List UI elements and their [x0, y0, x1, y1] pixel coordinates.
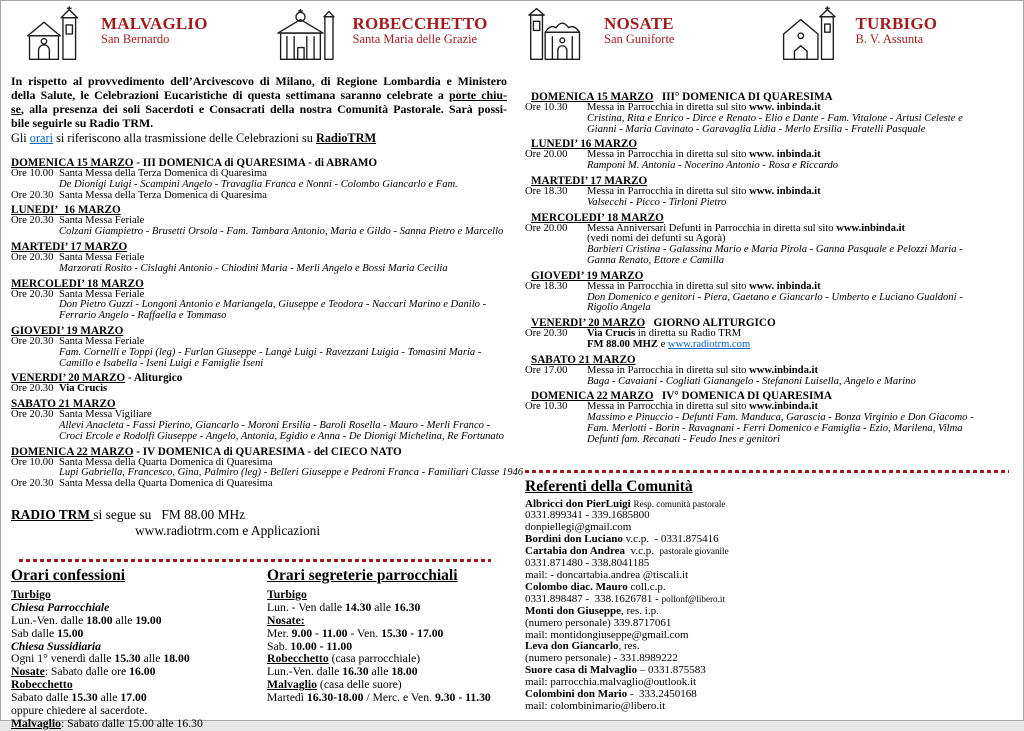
text-segment: Malvaglio [11, 717, 61, 730]
text-segment: Mer. [267, 626, 292, 640]
text-segment: Santa Messa Vigiliare [59, 409, 152, 421]
text-segment: Santa Messa Feriale [59, 215, 145, 227]
content-columns [1, 70, 1023, 731]
mass-row [11, 410, 507, 442]
mass-time: Ore 20.30 [11, 251, 54, 263]
text-segment: pastorale giovanile [659, 546, 729, 557]
intro-paragraph [11, 74, 507, 130]
text-segment: Leva don Giancarlo [525, 640, 619, 653]
intro-line [11, 102, 507, 116]
parish-malvaglio [11, 6, 263, 70]
schedule-entry [11, 372, 507, 395]
text-segment: : Sabato dalle ore [44, 665, 130, 679]
bottom-sections [11, 565, 507, 731]
right-mass-schedule [525, 91, 1013, 446]
parish-robecchetto [263, 6, 515, 70]
text-segment: e [657, 338, 668, 350]
text-segment: GIOVEDI’ 19 MARZO [11, 324, 124, 337]
mass-lines [587, 402, 1013, 445]
text-segment: mail: parrocchia.malvaglio@outlook.it [525, 676, 697, 689]
radio-line [11, 507, 507, 523]
text-segment: Santa Messa della Terza Domenica di Quaresima [59, 168, 267, 179]
text-segment: LUNEDI’ 16 MARZO [531, 138, 638, 151]
schedule-entry [525, 317, 1013, 351]
left-column [1, 70, 524, 731]
mass-lines [587, 103, 1013, 135]
text-segment: porte chiu- [449, 88, 507, 102]
text-segment: 15.30 - 17.00 [381, 626, 444, 640]
mass-row [11, 169, 507, 191]
text-segment: , res. i.p. [620, 604, 659, 617]
contacts-title: Referenti della Comunità [525, 477, 693, 495]
intro-line [11, 88, 507, 102]
text-segment: Allevi Anacleta - Fassi Pierino, Giancarlo - Moroni Ersilia - Baroli Rosella - Mauro - Merli Franco - [59, 419, 491, 431]
text-segment: MARTEDI’ 17 MARZO [11, 240, 128, 253]
dotted-separator [19, 559, 491, 562]
text-segment: mail: colombinimario@libero.it [525, 699, 666, 712]
text-segment: Nosate [11, 665, 45, 679]
text-segment: oppure chiedere al sacerdote. [11, 704, 148, 718]
text-segment: Messa in Parrocchia in diretta sul sito [587, 364, 750, 376]
text-segment: 16.00 [129, 665, 156, 679]
radio-line [11, 523, 507, 539]
text-segment: Ferrario Angelo - Raffaella e Tommaso [59, 310, 227, 322]
text-segment: www. inbinda.it [749, 149, 821, 161]
mass-lines [587, 150, 1013, 172]
text-segment: Ramponi M. Antonia - Nocerino Antonio - Rosa e Riccardo [587, 160, 839, 172]
text-segment: Baga - Cavaiani - Cogliati Gianangelo - Stefanoni Luisella, Angelo e Marino [587, 375, 916, 387]
mass-time: Ore 18.30 [525, 185, 568, 197]
text-segment: (numero personale) - 331.8989222 [525, 652, 678, 665]
text-segment: 15.00 [57, 626, 84, 640]
schedule-entry [11, 241, 507, 275]
text-segment: Santa Messa della Quarta Domenica di Quaresima [59, 456, 273, 468]
text-segment: 9.00 - 11.00 [291, 626, 348, 640]
text-segment: della Salute, le Celebrazioni Eucaristiche di questa settimana saranno celebrate a [11, 88, 449, 102]
dotted-separator [525, 470, 1009, 473]
mass-lines [587, 329, 1013, 351]
mass-line [587, 256, 1013, 267]
mass-lines [59, 384, 507, 395]
text-segment: 15.30 [114, 652, 141, 666]
text-segment: Massimo e Pinuccio - Defunti Fam. Manduca, Garascia - Bonza Virginio e Don Giacomo - [587, 412, 974, 424]
parish-title [353, 6, 488, 47]
text-segment: Rigolio Angela [587, 302, 651, 314]
mass-time: Ore 20.30 [11, 215, 54, 227]
text-segment: (vedi nomi dei defunti su Agorà) [587, 233, 726, 245]
schedule-entry [11, 204, 507, 238]
text-segment: VENERDI’ 20 MARZO [11, 372, 126, 385]
mass-line [59, 479, 507, 490]
text-segment: DOMENICA 15 MARZO [11, 157, 134, 169]
mass-line [587, 198, 1013, 209]
text-segment: Messa in Parrocchia in diretta sul sito [587, 102, 750, 113]
parish-name: NOSATE [604, 14, 674, 33]
mass-row [11, 290, 507, 322]
mass-lines [587, 282, 1013, 314]
text-segment: - III DOMENICA di QUARESIMA - di ABRAMO [133, 157, 378, 169]
mass-row [525, 329, 1013, 351]
contacts-lines [525, 499, 1013, 713]
text-segment: DOMENICA 15 MARZO [531, 91, 654, 103]
text-segment: pollonf@libero.it [661, 593, 725, 604]
parish-nosate [514, 6, 766, 70]
confessions-section [11, 565, 267, 731]
parish-title [604, 6, 674, 47]
parish-turbigo [766, 6, 1018, 70]
text-segment: Santa Messa Feriale [59, 251, 145, 263]
mass-line [587, 161, 1013, 172]
text-segment: - Ven. [347, 626, 382, 640]
mass-row [525, 224, 1013, 267]
mass-row [525, 366, 1013, 388]
text-segment: Gli [11, 131, 30, 145]
text-segment: Sab. [267, 639, 291, 653]
text-segment: Turbigo [267, 587, 307, 601]
text-segment: , res. [618, 640, 640, 653]
confessions-lines [11, 589, 267, 731]
text-segment: Ogni 1° venerdì dalle [11, 652, 115, 666]
text-segment: MERCOLEDI’ 18 MARZO [531, 211, 664, 224]
text-segment: Robecchetto [267, 652, 329, 666]
text-segment: 14.30 [345, 600, 372, 614]
text-segment: Fam. Cornelli e Toppi (leg) - Furlan Giuseppe - Langè Luigi - Ravezzani Luigia - Tomasini Maria - [59, 346, 482, 358]
text-segment: 18.00 [163, 652, 190, 666]
text-segment: 18.00 [391, 665, 418, 679]
mass-time: Ore 20.30 [525, 328, 568, 340]
mass-line [587, 303, 1013, 314]
text-segment: in diretta su Radio TRM [635, 328, 742, 340]
mass-time: Ore 20.30 [11, 288, 54, 300]
text-segment: Nosate: [267, 613, 305, 627]
mass-line [59, 432, 507, 443]
church-icon [273, 6, 337, 62]
text-segment: (numero personale) 339.8717061 [525, 616, 672, 629]
text-segment: De Dionigi Luigi - Scampini Angelo - Travaglia Franca e Nonni - Colombo Giancarlo e Fam. [59, 178, 458, 190]
mass-line [59, 191, 507, 202]
schedule-entry [11, 398, 507, 442]
text-segment: 16.30-18.00 [306, 691, 364, 705]
text-segment: Barbieri Cristina - Galassina Mario e Maria Pirola - Ganna Pasquale e Pelozzi Maria - [587, 244, 963, 256]
text-segment: Camillo e Isabella - Iseni Luigi e Famiglie Iseni [59, 357, 264, 369]
text-segment: RADIO TRM [11, 506, 94, 522]
mass-time: Ore 18.30 [525, 280, 568, 292]
schedule-entry [525, 175, 1013, 209]
text-segment: Martedì [267, 691, 307, 705]
text-segment: 17.00 [120, 691, 147, 705]
text-segment: alle [140, 652, 164, 666]
schedule-entry [11, 278, 507, 322]
text-segment: www.inbinda.it [836, 222, 906, 234]
parish-header [1, 1, 1023, 70]
text-segment: alle [368, 665, 392, 679]
confessions-title: Orari confessioni [11, 566, 126, 584]
mass-line [59, 227, 507, 238]
text-segment: Albricci don PierLuigi [525, 497, 631, 510]
secretariats-lines [267, 589, 507, 705]
mass-row [11, 191, 507, 202]
text-segment: Resp. comunità pastorale [633, 498, 726, 509]
mass-lines [59, 169, 507, 191]
schedule-entry [525, 138, 1013, 172]
text-segment: Sab dalle [11, 626, 58, 640]
text-segment: Turbigo [11, 587, 51, 601]
text-segment: , alla presenza dei soli Sacerdoti e Consacrati della nostra Comunità Pastorale. Sarà possi- [20, 102, 507, 116]
mass-lines [59, 337, 507, 369]
parish-patron: San Bernardo [101, 31, 170, 46]
text-segment: 16.30 [342, 665, 369, 679]
text-segment: Lun.-Ven. dalle [267, 665, 343, 679]
text-segment: GIOVEDI’ 19 MARZO [531, 269, 644, 282]
text-segment: si riferiscono alla trasmissione delle Celebrazioni su [53, 131, 316, 145]
text-segment: Lun. - Ven dalle [267, 600, 346, 614]
mass-lines [587, 187, 1013, 209]
text-segment: Suore casa di Malvaglio [525, 664, 637, 677]
text-segment: SABATO 21 MARZO [531, 353, 636, 366]
radiotrm-link[interactable]: www.radiotrm.com [667, 338, 751, 350]
text-segment: Santa Messa Feriale [59, 288, 145, 300]
text-segment: Chiesa Parrocchiale [11, 600, 110, 614]
mass-time: Ore 17.00 [525, 364, 568, 376]
text-segment: Messa Anniversari Defunti in Parrocchia in diretta sul sito [587, 222, 837, 234]
text-segment: VENERDI’ 20 MARZO [531, 317, 646, 330]
text-segment: Bordini don Luciano [525, 533, 623, 546]
text-segment: Messa in Parrocchia in diretta sul sito [587, 401, 750, 413]
text-segment: Colombo diac. Mauro [525, 580, 628, 593]
mass-row [11, 337, 507, 369]
mass-lines [59, 216, 507, 238]
text-segment: 16.30 [394, 600, 421, 614]
mass-lines [59, 456, 524, 480]
mass-row [525, 103, 1013, 135]
text-segment: - IV DOMENICA di QUARESIMA - del CIECO NATO [133, 445, 402, 458]
mass-line [587, 435, 1013, 446]
text-segment: alle [112, 613, 136, 627]
text-segment: – 0331.875583 [636, 664, 706, 677]
schedule-entry [11, 157, 507, 201]
mass-lines [59, 191, 507, 202]
text-segment: GIORNO ALITURGICO [645, 317, 776, 330]
text-segment: www.radiotrm.com e Applicazioni [135, 522, 321, 538]
text-segment: Lun.-Ven. dalle [11, 613, 87, 627]
mass-time: Ore 20.30 [11, 383, 54, 395]
church-icon [776, 6, 840, 62]
text-segment: bile seguirle su Radio TRM. [11, 116, 154, 130]
mass-time: Ore 20.30 [11, 335, 54, 347]
schedule-entry [525, 390, 1013, 445]
text-segment: SABATO 21 MARZO [11, 398, 116, 411]
text-segment: alle [371, 600, 395, 614]
confession-line [11, 718, 267, 731]
text-segment: Cristina, Rita e Enrico - Dirce e Renato - Elio e Dante - Fam. Vitalone - Artusi Celeste e [587, 112, 963, 124]
parish-name: MALVAGLIO [101, 14, 208, 33]
text-segment: 0331.899341 - 339.1685800 [525, 509, 650, 522]
mass-time: Ore 10.30 [525, 401, 568, 413]
text-segment: Marzorati Rosito - Cislaghi Antonio - Chiodini Maria - Merli Angelo e Bossi Maria Cecilia [59, 262, 448, 274]
mass-time: Ore 20.00 [525, 149, 568, 161]
text-segment: - 333.2450168 [627, 688, 697, 701]
text-segment: 0331.871480 - 338.8041185 [525, 557, 650, 570]
text-segment: Santa Messa della Quarta Domenica di Quaresima [59, 478, 273, 490]
text-segment: Valsecchi - Picco - Tirloni Pietro [587, 196, 727, 208]
text-segment: Santa Messa Feriale [59, 335, 145, 347]
mass-row [525, 150, 1013, 172]
text-segment: Messa in Parrocchia in diretta sul sito [587, 185, 750, 197]
mass-row [525, 402, 1013, 445]
mass-time: Ore 10.00 [11, 168, 54, 179]
church-icon [21, 6, 85, 62]
text-segment: 10.00 - 11.00 [290, 639, 353, 653]
mass-line [59, 311, 507, 322]
text-segment: Via Crucis [587, 328, 636, 340]
intro-note [11, 131, 507, 145]
text-segment: III° DOMENICA DI QUARESIMA [653, 91, 833, 103]
text-segment: Don Pietro Guzzi - Longoni Antonio e Mariangela, Giuseppe e Teodora - Naccari Marino e Danilo - [59, 299, 487, 311]
text-segment: Chiesa Sussidiaria [11, 639, 101, 653]
text-segment: RadioTRM [315, 131, 377, 145]
text-segment: (casa parrocchiale) [328, 652, 421, 666]
text-segment: MARTEDI’ 17 MARZO [531, 174, 648, 187]
mass-row [525, 282, 1013, 314]
church-icon [524, 6, 588, 62]
text-segment: si segue su FM 88.00 MHz [93, 506, 246, 522]
mass-row [11, 384, 507, 395]
parish-title [856, 6, 938, 47]
mass-row [11, 216, 507, 238]
intro-line [11, 116, 507, 130]
mass-line [587, 125, 1013, 136]
schedule-entry [525, 91, 1013, 135]
parish-patron: San Guniforte [604, 31, 675, 46]
text-segment: Defunti fam. Recanati - Feudo Ines e genitori [587, 433, 780, 445]
text-segment: In rispetto al provvedimento dell’Arcivescovo di Milano, di Regione Lombardia e Ministero [11, 74, 507, 88]
mass-time: Ore 10.30 [525, 102, 568, 113]
text-segment: 18.00 [86, 613, 113, 627]
mass-lines [587, 366, 1013, 388]
text-segment: www. inbinda.it [749, 280, 821, 292]
text-segment: v.c.p. - 0331.875416 [622, 533, 719, 546]
text-segment: Malvaglio [267, 678, 317, 692]
text-segment: 0331.898487 - 338.1626781 - [525, 592, 662, 605]
mass-row [11, 253, 507, 275]
text-segment: DOMENICA 22 MARZO [11, 445, 134, 458]
text-segment: : Sabato dalle 15.00 alle 16.30 [61, 717, 203, 730]
mass-row [525, 187, 1013, 209]
parish-name: TURBIGO [855, 14, 938, 33]
text-segment: Croci Ercole e Rodolfi Giuseppe - Angelo, Antonia, Egidio e Anna - De Dionigi Michelina, Re Fortunato [59, 430, 504, 442]
parish-patron: Santa Maria delle Grazie [352, 31, 478, 46]
text-segment: Monti don Giuseppe [525, 604, 621, 617]
secretariats-section [267, 565, 507, 731]
text-segment: www. inbinda.it [749, 102, 821, 113]
mass-line [59, 264, 507, 275]
contacts-section [525, 478, 1013, 713]
text-segment: 19.00 [135, 613, 162, 627]
text-segment: v.c.p. [625, 545, 660, 558]
text-segment: Robecchetto [11, 678, 73, 692]
text-segment: Gianni - Maria Cavinato - Garavaglia Lidia - Merlo Ersilia - Fratelli Pasquale [587, 123, 926, 135]
text-segment: LUNEDI’ 16 MARZO [11, 204, 121, 217]
text-segment: - Aliturgico [125, 372, 183, 385]
radio-trm-block [11, 507, 507, 539]
mass-row [11, 479, 507, 490]
text-segment: Sabato dalle [11, 691, 72, 705]
text-segment: Don Domenico e genitori - Piera, Gaetano e Giancarlo - Umberto e Luciano Gualdoni - [587, 291, 963, 303]
schedule-entry [11, 325, 507, 369]
right-column [513, 70, 1023, 713]
mass-time: Ore 20.30 [11, 478, 54, 490]
text-segment: coll.c.p. [627, 580, 666, 593]
schedule-entry [525, 270, 1013, 314]
text-segment: Colzani Giampietro - Brusetti Orsola - Fam. Tambara Antonio, Maria e Gildo - Sanna Pietro e Marcello [59, 226, 504, 238]
text-segment: Messa in Parrocchia in diretta sul sito [587, 149, 750, 161]
text-segment: Cartabia don Andrea [525, 545, 626, 558]
mass-lines [59, 410, 507, 442]
mass-lines [59, 290, 507, 322]
text-segment: mail: - doncartabia.andrea @tiscali.it [525, 568, 689, 581]
text-segment: www.inbinda.it [749, 364, 818, 376]
text-segment: Ganna Renato, Ettore e Camilla [587, 254, 725, 266]
orari-link[interactable]: orari [29, 131, 54, 145]
mass-time: Ore 20.30 [11, 189, 54, 201]
mass-time: Ore 10.00 [11, 456, 54, 468]
mass-line [587, 340, 1013, 351]
mass-line [59, 384, 507, 395]
text-segment: donpiellegi@gmail.com [525, 521, 632, 534]
text-segment: Santa Messa della Terza Domenica di Quaresima [59, 189, 267, 201]
schedule-entry [525, 354, 1013, 388]
mass-time: Ore 20.00 [525, 222, 568, 234]
secretariats-title: Orari segreterie parrocchiali [267, 566, 458, 584]
parish-patron: B. V. Assunta [855, 31, 924, 46]
text-segment: Fam. Merlotti - Borin - Ravagnani - Ferri Domenico e Famiglia - Ezio, Marilena, Vilma [587, 422, 963, 434]
parish-name: ROBECCHETTO [352, 14, 488, 33]
secretariat-line [267, 692, 507, 705]
schedule-entry [525, 212, 1013, 267]
mass-lines [59, 479, 507, 490]
mass-row [11, 456, 524, 480]
text-segment: www. inbinda.it [749, 185, 821, 197]
text-segment: FM 88.00 MHZ [587, 338, 658, 350]
text-segment: (casa delle suore) [317, 678, 402, 692]
mass-lines [59, 253, 507, 275]
intro-line [11, 74, 507, 88]
text-segment: Colombini don Mario [525, 688, 628, 701]
text-segment: www.inbinda.it [749, 401, 818, 413]
text-segment: alle [97, 691, 121, 705]
parish-title [101, 6, 208, 47]
left-mass-schedule [11, 157, 524, 490]
text-segment: 9.30 - 11.30 [434, 691, 491, 705]
text-segment: Via Crucis [59, 383, 108, 395]
text-segment: DOMENICA 22 MARZO [531, 390, 654, 403]
mass-lines [587, 224, 1013, 267]
mass-line [587, 377, 1013, 388]
schedule-entry [11, 445, 524, 490]
text-segment: IV° DOMENICA DI QUARESIMA [653, 390, 832, 403]
text-segment: Messa in Parrocchia in diretta sul sito [587, 280, 750, 292]
text-segment: MERCOLEDI’ 18 MARZO [11, 277, 144, 290]
text-segment: se [11, 102, 21, 116]
text-segment: / Merc. e Ven. [363, 691, 435, 705]
mass-line [59, 359, 507, 370]
contact-line [525, 701, 1013, 713]
text-segment: mail: montidongiuseppe@gmail.com [525, 628, 689, 641]
mass-time: Ore 20.30 [11, 409, 54, 421]
text-segment: Lupi Gabriella, Francesco, Gina, Palmiro (leg) - Belleri Giuseppe e Pedroni Franca - Familiari Classe 1946 [59, 467, 524, 479]
text-segment: 15.30 [71, 691, 98, 705]
